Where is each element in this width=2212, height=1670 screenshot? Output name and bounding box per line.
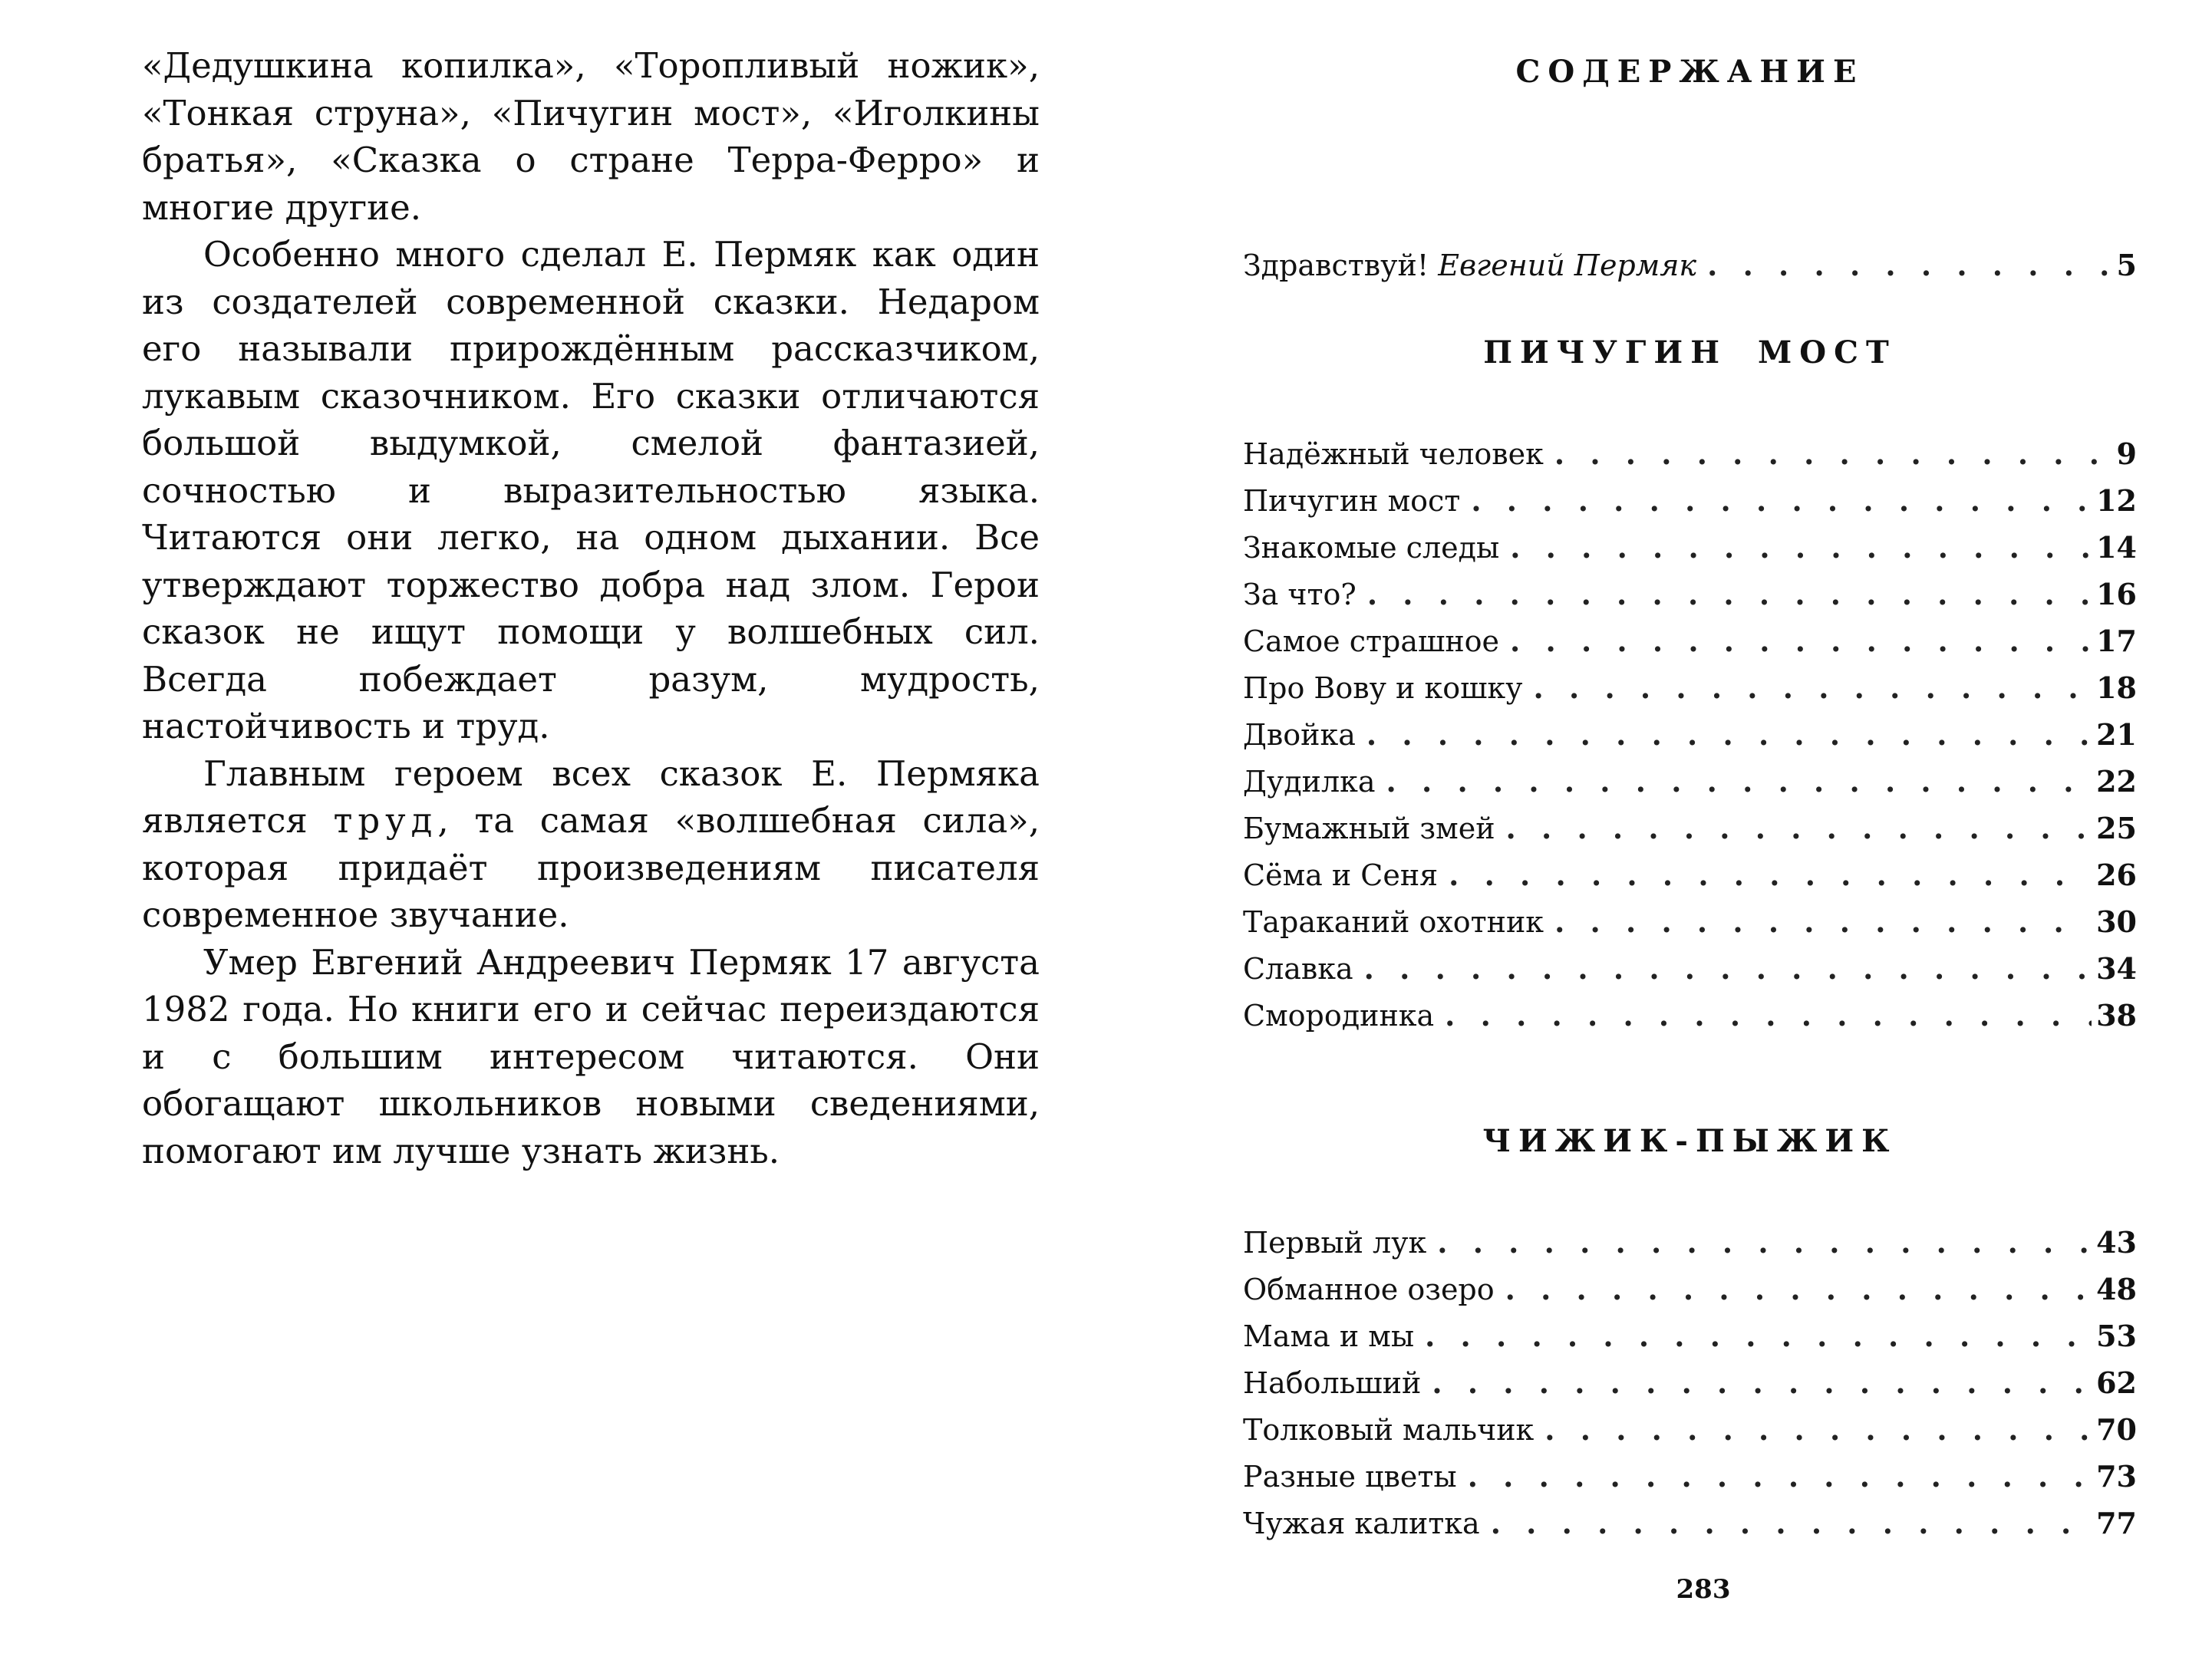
toc-entry-label: Сёма и Сеня (1243, 858, 1439, 892)
toc-page-number: 30 (2096, 904, 2137, 939)
toc-entry-label: Разные цветы (1243, 1460, 1457, 1494)
dot-leader (1506, 805, 2092, 851)
toc-entry[interactable] (1243, 664, 2137, 711)
toc-entry[interactable] (1243, 618, 2137, 664)
toc-page-number: 21 (2096, 717, 2137, 752)
dot-leader (1471, 477, 2092, 524)
toc-entry[interactable] (1243, 711, 2137, 758)
dot-leader (1425, 1313, 2092, 1359)
toc-entry[interactable] (1243, 851, 2137, 898)
paragraph: «Дедушкина копилка», «Торопливый ножик», «Тонкая струна», «Пичугин мост», «Иголкины братья», «Сказка о стране Терра-Ферро» и многие другие. (142, 45, 1040, 228)
dot-leader (1445, 992, 2092, 1039)
toc-entry[interactable] (1243, 1406, 2137, 1453)
paragraph: Умер Евгений Андреевич Пермяк 17 августа 1982 года. Но книги его и сейчас переиздаются и с большим интересом читаются. Они обогащают школьников новыми сведениями, помогают им лучше узнать жизнь. (142, 941, 1040, 1171)
toc-list (1243, 1219, 2137, 1546)
toc-entry[interactable] (1243, 477, 2137, 524)
toc-entry-label: Знакомые следы (1243, 531, 1500, 565)
toc-entry-label: Славка (1243, 952, 1353, 986)
toc-entry-label: Обманное озеро (1243, 1273, 1495, 1306)
toc-page-number: 77 (2096, 1506, 2137, 1540)
toc-page-number: 12 (2096, 483, 2137, 518)
paragraph-text: Главным героем всех сказок Е. Пермяка является (142, 753, 1040, 841)
toc-page-number: 16 (2096, 577, 2137, 611)
dot-leader (1364, 945, 2092, 992)
paragraph: Особенно много сделал Е. Пермяк как один из создателей современной сказки. Недаром его называли прирождённым рассказчиком, лукавым сказочником. Его сказки отличаются большой выдумкой, смелой фантазией, сочностью и выразительностью языка. Читаются они легко, на одном дыхании. Все утверждают торжество добра над злом. Герои сказок не ищут помощи у волшебных сил. Всегда побеждает разум, мудрость, настойчивость и труд. (142, 234, 1040, 746)
toc-entry[interactable] (1243, 945, 2137, 992)
toc-entry-label: Пичугин мост (1243, 484, 1461, 518)
toc-entry-label: Надёжный человек (1243, 437, 1544, 471)
toc-entry-label: Толковый мальчик (1243, 1413, 1535, 1447)
toc-page-number: 43 (2096, 1225, 2137, 1260)
toc-entry-label: Тараканий охотник (1243, 905, 1544, 939)
section-title (1243, 334, 2137, 380)
section-title (1243, 1123, 2137, 1169)
toc-entry[interactable] (1243, 1453, 2137, 1500)
toc-entry[interactable] (1243, 430, 2137, 477)
toc-page-number: 48 (2096, 1272, 2137, 1306)
toc-entry[interactable] (1243, 1313, 2137, 1359)
toc-entry-label: За что? (1243, 578, 1357, 611)
dot-leader (1367, 571, 2092, 618)
toc-entry[interactable] (1243, 992, 2137, 1039)
toc-page-number: 70 (2096, 1412, 2137, 1447)
toc-entry[interactable] (1243, 1266, 2137, 1313)
toc-entry-label: Бумажный змей (1243, 812, 1495, 845)
toc-entry-label: Дудилка (1243, 765, 1376, 799)
toc-entry[interactable] (1243, 758, 2137, 805)
toc-page-number: 25 (2096, 811, 2137, 845)
toc-page-number: 17 (2096, 624, 2137, 658)
emphasized-word: труд (333, 800, 438, 841)
toc-entry-label: Про Вову и кошку (1243, 671, 1523, 705)
dot-leader (1505, 1266, 2092, 1313)
toc-entry-label: Смородинка (1243, 999, 1435, 1033)
toc-page-number: 62 (2096, 1365, 2137, 1400)
toc-entry[interactable] (1243, 571, 2137, 618)
toc-entry-label: Первый лук (1243, 1226, 1427, 1260)
toc-entry-label: Мама и мы (1243, 1319, 1415, 1353)
paragraph (142, 750, 1040, 939)
toc-entry-label: Набольший (1243, 1366, 1422, 1400)
toc-entry[interactable] (1243, 1500, 2137, 1546)
dot-leader (1554, 898, 2092, 945)
toc-page-number: 26 (2096, 858, 2137, 892)
intro-author: Евгений Пермяк (1438, 249, 1697, 282)
dot-leader (1510, 618, 2092, 664)
contents-title: СОДЕРЖАНИЕ (1515, 54, 1864, 90)
toc-entry[interactable] (1243, 1359, 2137, 1406)
section-title-word: ПИЧУГИН (1483, 334, 1728, 371)
table-of-contents (1243, 54, 2137, 1546)
toc-page-number: 38 (2096, 998, 2137, 1033)
toc-page-number: 22 (2096, 764, 2137, 799)
toc-entry-label: Чужая калитка (1243, 1507, 1480, 1540)
toc-entry[interactable] (1243, 1219, 2137, 1266)
intro-label: Здравствуй! (1243, 249, 1429, 282)
toc-entry[interactable] (1243, 524, 2137, 571)
dot-leader (1437, 1219, 2092, 1266)
dot-leader (1534, 664, 2092, 711)
section-title-word: ЧИЖИК-ПЫЖИК (1482, 1123, 1897, 1159)
toc-page-number: 73 (2096, 1459, 2137, 1494)
toc-entry[interactable] (1243, 805, 2137, 851)
page-number: 283 (1676, 1574, 1731, 1605)
dot-leader (1386, 758, 2092, 805)
dot-leader (1707, 242, 2111, 288)
dot-leader (1510, 524, 2092, 571)
left-page (142, 42, 1040, 1174)
toc-list (1243, 430, 2137, 1039)
dot-leader (1554, 430, 2112, 477)
toc-page-number: 9 (2116, 436, 2137, 471)
toc-page-number: 53 (2096, 1319, 2137, 1353)
dot-leader (1449, 851, 2092, 898)
toc-page-number: 5 (2116, 248, 2137, 282)
toc-entry[interactable] (1243, 898, 2137, 945)
toc-entry-intro[interactable] (1243, 242, 2137, 288)
toc-entry-label: Самое страшное (1243, 624, 1500, 658)
dot-leader (1366, 711, 2092, 758)
toc-entry-label: Двойка (1243, 718, 1356, 752)
dot-leader (1468, 1453, 2092, 1500)
toc-entry-label (1243, 242, 1696, 289)
paragraph-text: , та самая «волшебная сила», которая придаёт произведениям писателя современное звучание. (142, 800, 1040, 935)
toc-page-number: 14 (2096, 530, 2137, 565)
dot-leader (1491, 1500, 2092, 1546)
dot-leader (1544, 1406, 2092, 1453)
toc-page-number: 34 (2096, 951, 2137, 986)
section-title-word: МОСТ (1758, 334, 1897, 371)
dot-leader (1432, 1359, 2092, 1406)
toc-page-number: 18 (2096, 670, 2137, 705)
